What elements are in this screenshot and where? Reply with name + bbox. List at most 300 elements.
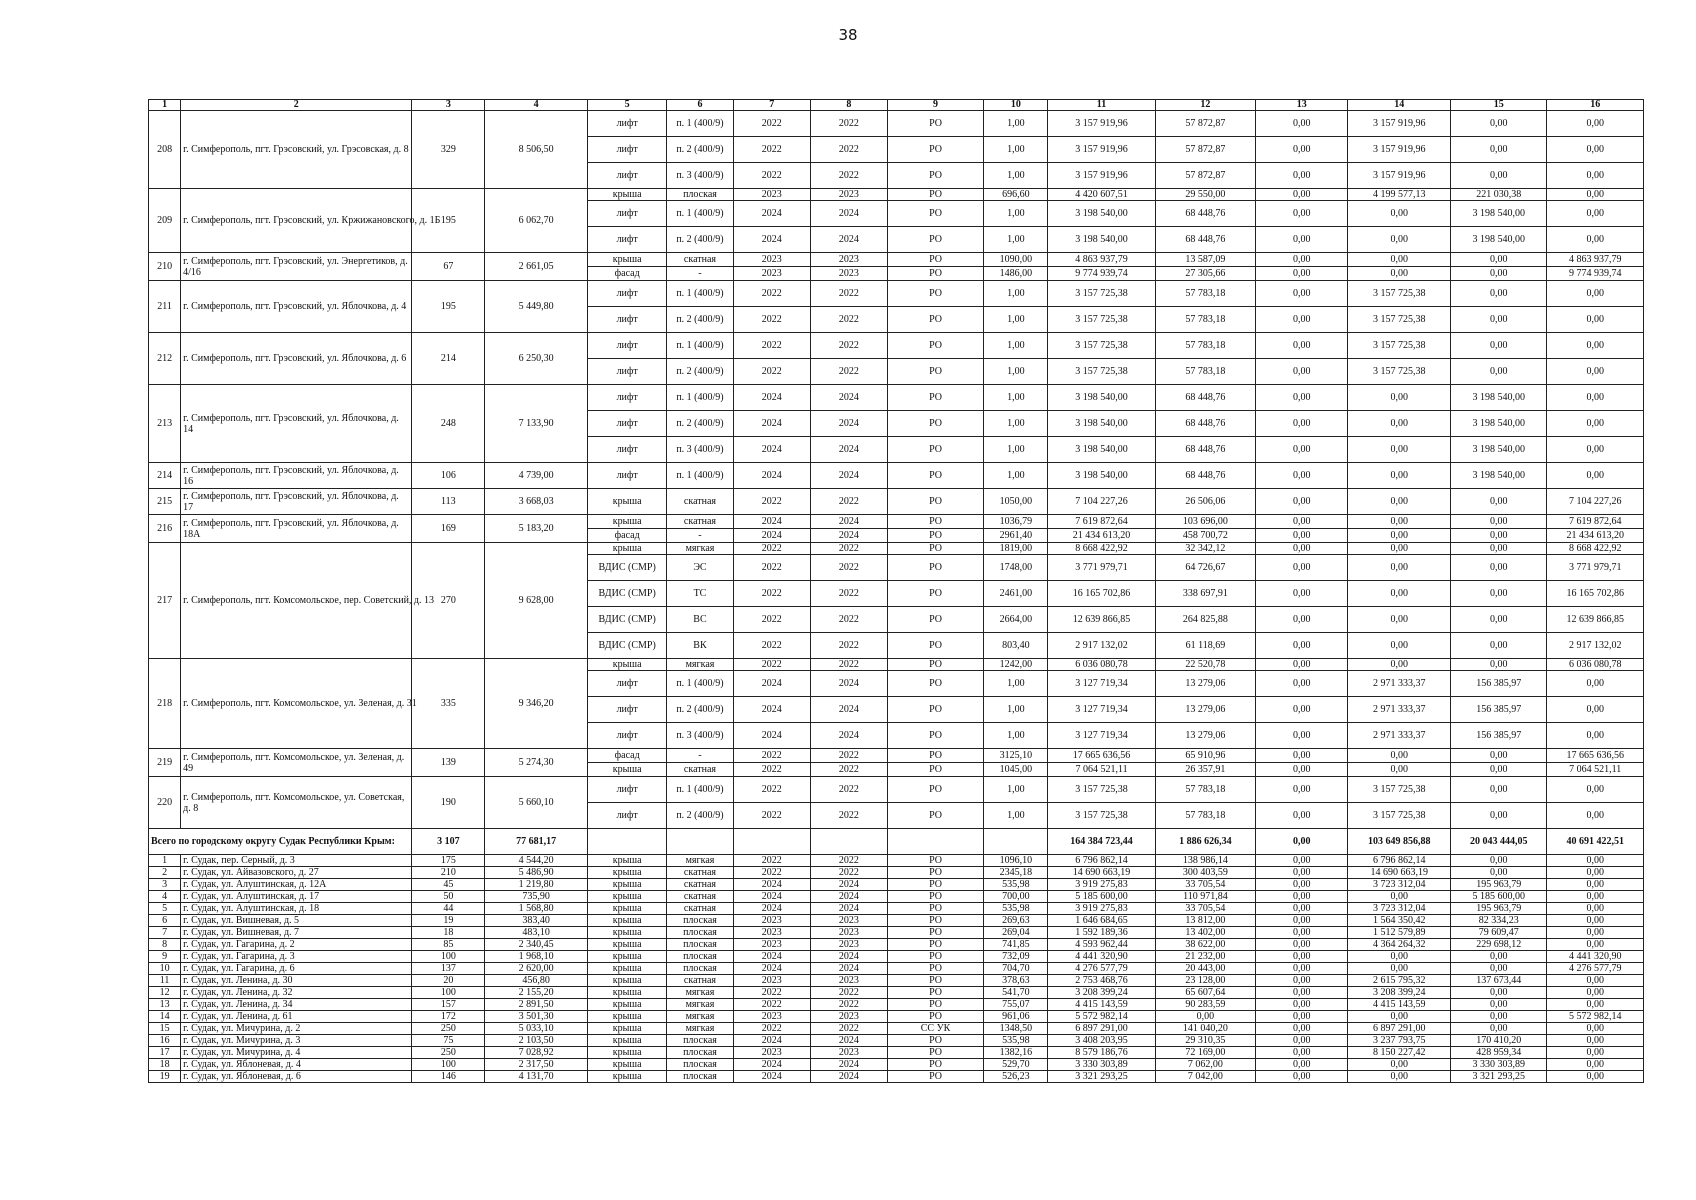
table-cell: п. 1 (400/9) bbox=[667, 281, 733, 307]
table-cell: 2024 bbox=[810, 891, 887, 903]
table-cell: 0,00 bbox=[1451, 749, 1547, 763]
table-cell: 2461,00 bbox=[984, 581, 1048, 607]
table-cell: 0,00 bbox=[1256, 939, 1348, 951]
table-cell: 0,00 bbox=[1547, 1047, 1644, 1059]
table-cell: п. 1 (400/9) bbox=[667, 385, 733, 411]
table-cell: 6 897 291,00 bbox=[1048, 1023, 1155, 1035]
table-cell: 0,00 bbox=[1451, 963, 1547, 975]
table-cell: 9 774 939,74 bbox=[1048, 267, 1155, 281]
table-cell: 0,00 bbox=[1256, 1071, 1348, 1083]
table-cell: 208 bbox=[149, 111, 181, 189]
table-cell: 12 639 866,85 bbox=[1048, 607, 1155, 633]
table-cell: 0,00 bbox=[1256, 333, 1348, 359]
table-cell: 11 bbox=[149, 975, 181, 987]
table-cell: 2 bbox=[149, 867, 181, 879]
empty-cell bbox=[887, 829, 983, 855]
table-cell: 0,00 bbox=[1451, 111, 1547, 137]
table-cell: 220 bbox=[149, 777, 181, 829]
table-cell: 7 042,00 bbox=[1155, 1071, 1256, 1083]
table-cell: крыша bbox=[588, 999, 667, 1011]
table-cell: 18 bbox=[149, 1059, 181, 1071]
table-cell: п. 2 (400/9) bbox=[667, 411, 733, 437]
table-cell: крыша bbox=[588, 987, 667, 999]
table-cell: г. Судак, ул. Мичурина, д. 2 bbox=[181, 1023, 412, 1035]
table-cell: 3 198 540,00 bbox=[1048, 463, 1155, 489]
table-cell: 137 bbox=[412, 963, 485, 975]
table-cell: крыша bbox=[588, 659, 667, 671]
table-cell: 383,40 bbox=[485, 915, 588, 927]
table-row bbox=[149, 999, 1644, 1011]
table-row bbox=[149, 891, 1644, 903]
table-cell: 0,00 bbox=[1348, 963, 1451, 975]
table-cell: 146 bbox=[412, 1071, 485, 1083]
table-cell: РО bbox=[887, 253, 983, 267]
table-cell: 0,00 bbox=[1256, 515, 1348, 529]
table-cell: 29 310,35 bbox=[1155, 1035, 1256, 1047]
table-cell: РО bbox=[887, 267, 983, 281]
table-cell: 2 917 132,02 bbox=[1547, 633, 1644, 659]
table-cell: 0,00 bbox=[1256, 975, 1348, 987]
table-cell: РО bbox=[887, 633, 983, 659]
table-cell: 7 062,00 bbox=[1155, 1059, 1256, 1071]
table-cell: 0,00 bbox=[1451, 137, 1547, 163]
table-cell: 2024 bbox=[810, 723, 887, 749]
table-cell: 57 783,18 bbox=[1155, 803, 1256, 829]
table-cell: 3 198 540,00 bbox=[1451, 437, 1547, 463]
table-cell: 961,06 bbox=[984, 1011, 1048, 1023]
table-cell: 2022 bbox=[733, 803, 810, 829]
table-cell: 2022 bbox=[733, 607, 810, 633]
table-row bbox=[149, 489, 1644, 515]
table-cell: 3 157 919,96 bbox=[1048, 137, 1155, 163]
table-cell: 4 276 577,79 bbox=[1547, 963, 1644, 975]
table-cell: 16 bbox=[149, 1035, 181, 1047]
table-cell: 2024 bbox=[810, 515, 887, 529]
table-cell: 15 bbox=[1451, 100, 1547, 111]
table-cell: 0,00 bbox=[1348, 437, 1451, 463]
table-cell: ЭС bbox=[667, 555, 733, 581]
table-cell: 68 448,76 bbox=[1155, 201, 1256, 227]
table-row bbox=[149, 189, 1644, 201]
table-cell: 6 796 862,14 bbox=[1048, 855, 1155, 867]
table-cell: 1,00 bbox=[984, 385, 1048, 411]
table-cell: плоская bbox=[667, 189, 733, 201]
table-cell: 13 bbox=[1256, 100, 1348, 111]
table-cell: 7 bbox=[733, 100, 810, 111]
table-cell: 3 157 919,96 bbox=[1348, 163, 1451, 189]
table-cell: 0,00 bbox=[1348, 411, 1451, 437]
table-cell: РО bbox=[887, 659, 983, 671]
table-cell: 1486,00 bbox=[984, 267, 1048, 281]
table-cell: п. 3 (400/9) bbox=[667, 723, 733, 749]
table-cell: 6 897 291,00 bbox=[1348, 1023, 1451, 1035]
table-cell: 0,00 bbox=[1547, 411, 1644, 437]
table-cell: 1,00 bbox=[984, 137, 1048, 163]
table-cell: РО bbox=[887, 307, 983, 333]
table-cell: 2 661,05 bbox=[485, 253, 588, 281]
table-cell: 0,00 bbox=[1547, 855, 1644, 867]
table-cell: лифт bbox=[588, 723, 667, 749]
table-cell: 0,00 bbox=[1256, 777, 1348, 803]
table-cell: г. Симферополь, пгт. Комсомольское, ул. Зеленая, д. 31 bbox=[181, 659, 412, 749]
table-cell: 1 bbox=[149, 855, 181, 867]
table-cell: 0,00 bbox=[1451, 1011, 1547, 1023]
table-cell: - bbox=[667, 529, 733, 543]
table-cell: 8 668 422,92 bbox=[1547, 543, 1644, 555]
table-cell: 2024 bbox=[733, 227, 810, 253]
table-cell: 0,00 bbox=[1451, 581, 1547, 607]
table-cell: 0,00 bbox=[1348, 763, 1451, 777]
table-cell: крыша bbox=[588, 1011, 667, 1023]
table-cell: 3 408 203,95 bbox=[1048, 1035, 1155, 1047]
table-cell: 7 064 521,11 bbox=[1547, 763, 1644, 777]
table-cell: 2023 bbox=[810, 975, 887, 987]
table-cell: 0,00 bbox=[1547, 437, 1644, 463]
table-cell: крыша bbox=[588, 253, 667, 267]
table-cell: 2024 bbox=[810, 951, 887, 963]
table-cell: 3 198 540,00 bbox=[1451, 201, 1547, 227]
table-cell: 0,00 bbox=[1547, 723, 1644, 749]
table-cell: 10 bbox=[984, 100, 1048, 111]
table-cell: 0,00 bbox=[1451, 999, 1547, 1011]
table-cell: 0,00 bbox=[1348, 227, 1451, 253]
table-row bbox=[149, 915, 1644, 927]
table-cell: 3 771 979,71 bbox=[1048, 555, 1155, 581]
table-cell: фасад bbox=[588, 749, 667, 763]
table-cell: г. Судак, ул. Гагарина, д. 2 bbox=[181, 939, 412, 951]
table-cell: 1,00 bbox=[984, 227, 1048, 253]
table-cell: г. Симферополь, пгт. Грэсовский, ул. Кржижановского, д. 1Б bbox=[181, 189, 412, 253]
table-cell: 2022 bbox=[810, 163, 887, 189]
table-cell: 2 340,45 bbox=[485, 939, 588, 951]
table-row bbox=[149, 777, 1644, 803]
table-cell: 2961,40 bbox=[984, 529, 1048, 543]
table-cell: 4 415 143,59 bbox=[1348, 999, 1451, 1011]
table-cell: 269,63 bbox=[984, 915, 1048, 927]
table-cell: 4 420 607,51 bbox=[1048, 189, 1155, 201]
table-cell: РО bbox=[887, 879, 983, 891]
table-row bbox=[149, 939, 1644, 951]
table-cell: 68 448,76 bbox=[1155, 411, 1256, 437]
table-cell: 1 592 189,36 bbox=[1048, 927, 1155, 939]
table-cell: 2023 bbox=[733, 253, 810, 267]
table-cell: 57 783,18 bbox=[1155, 307, 1256, 333]
table-cell: крыша bbox=[588, 515, 667, 529]
table-cell: 2022 bbox=[733, 855, 810, 867]
table-cell: 0,00 bbox=[1451, 253, 1547, 267]
table-cell: 2022 bbox=[733, 111, 810, 137]
table-cell: ВДИС (СМР) bbox=[588, 555, 667, 581]
table-cell: РО bbox=[887, 555, 983, 581]
empty-cell bbox=[667, 829, 733, 855]
table-cell: РО bbox=[887, 227, 983, 253]
table-cell: 1 886 626,34 bbox=[1155, 829, 1256, 855]
table-cell: РО bbox=[887, 411, 983, 437]
table-cell: 19 bbox=[412, 915, 485, 927]
table-cell: 57 872,87 bbox=[1155, 163, 1256, 189]
table-cell: 456,80 bbox=[485, 975, 588, 987]
table-cell: 529,70 bbox=[984, 1059, 1048, 1071]
table-cell: лифт bbox=[588, 111, 667, 137]
table-cell: крыша bbox=[588, 489, 667, 515]
table-cell: 156 385,97 bbox=[1451, 723, 1547, 749]
table-cell: лифт bbox=[588, 385, 667, 411]
table-cell: РО bbox=[887, 975, 983, 987]
table-cell: 1 219,80 bbox=[485, 879, 588, 891]
table-cell: 156 385,97 bbox=[1451, 671, 1547, 697]
table-cell: 113 bbox=[412, 489, 485, 515]
table-cell: 57 872,87 bbox=[1155, 111, 1256, 137]
table-cell: 45 bbox=[412, 879, 485, 891]
table-cell: крыша bbox=[588, 1071, 667, 1083]
table-cell: РО bbox=[887, 201, 983, 227]
table-cell: г. Симферополь, пгт. Грэсовский, ул. Яблочкова, д. 17 bbox=[181, 489, 412, 515]
table-cell: 3 198 540,00 bbox=[1451, 463, 1547, 489]
table-cell: 3 501,30 bbox=[485, 1011, 588, 1023]
table-cell: крыша bbox=[588, 1047, 667, 1059]
table-cell: 3 723 312,04 bbox=[1348, 879, 1451, 891]
table-cell: 1348,50 bbox=[984, 1023, 1048, 1035]
table-cell: 214 bbox=[412, 333, 485, 385]
table-cell: 0,00 bbox=[1547, 803, 1644, 829]
table-cell: 0,00 bbox=[1256, 607, 1348, 633]
table-cell: 0,00 bbox=[1547, 697, 1644, 723]
table-cell: г. Симферополь, пгт. Комсомольское, ул. Советская, д. 8 bbox=[181, 777, 412, 829]
table-cell: 0,00 bbox=[1451, 633, 1547, 659]
table-cell: 0,00 bbox=[1547, 189, 1644, 201]
table-cell: лифт bbox=[588, 281, 667, 307]
table-cell: 18 bbox=[412, 927, 485, 939]
table-cell: 221 030,38 bbox=[1451, 189, 1547, 201]
table-cell: 19 bbox=[149, 1071, 181, 1083]
table-cell: 3 919 275,83 bbox=[1048, 903, 1155, 915]
table-cell: 0,00 bbox=[1547, 385, 1644, 411]
table-row bbox=[149, 927, 1644, 939]
table-cell: 0,00 bbox=[1348, 543, 1451, 555]
table-cell: 2 891,50 bbox=[485, 999, 588, 1011]
table-cell: 2024 bbox=[810, 879, 887, 891]
table-cell: 1,00 bbox=[984, 359, 1048, 385]
table-cell: РО bbox=[887, 963, 983, 975]
table-cell: ВС bbox=[667, 607, 733, 633]
table-cell: 75 bbox=[412, 1035, 485, 1047]
table-cell: 2 bbox=[181, 100, 412, 111]
table-cell: п. 1 (400/9) bbox=[667, 201, 733, 227]
table-cell: 5 033,10 bbox=[485, 1023, 588, 1035]
table-cell: 50 bbox=[412, 891, 485, 903]
table-cell: 2022 bbox=[810, 555, 887, 581]
table-cell: 0,00 bbox=[1547, 927, 1644, 939]
table-cell: РО bbox=[887, 891, 983, 903]
table-row bbox=[149, 1047, 1644, 1059]
table-cell: 190 bbox=[412, 777, 485, 829]
table-cell: п. 1 (400/9) bbox=[667, 777, 733, 803]
table-cell: 0,00 bbox=[1256, 999, 1348, 1011]
table-cell: 2 753 468,76 bbox=[1048, 975, 1155, 987]
table-cell: 1036,79 bbox=[984, 515, 1048, 529]
table-cell: лифт bbox=[588, 359, 667, 385]
empty-cell bbox=[810, 829, 887, 855]
table-cell: 0,00 bbox=[1256, 963, 1348, 975]
table-cell: 704,70 bbox=[984, 963, 1048, 975]
table-cell: 0,00 bbox=[1256, 855, 1348, 867]
table-cell: 3 668,03 bbox=[485, 489, 588, 515]
table-cell: 1 568,80 bbox=[485, 903, 588, 915]
table-cell: 5 185 600,00 bbox=[1048, 891, 1155, 903]
table-cell: 33 705,54 bbox=[1155, 879, 1256, 891]
table-cell: 0,00 bbox=[1451, 333, 1547, 359]
table-cell: 1 564 350,42 bbox=[1348, 915, 1451, 927]
table-cell: 13 279,06 bbox=[1155, 697, 1256, 723]
table-cell: 3 321 293,25 bbox=[1451, 1071, 1547, 1083]
table-cell: 68 448,76 bbox=[1155, 385, 1256, 411]
table-cell: 3 157 725,38 bbox=[1348, 359, 1451, 385]
table-cell: 541,70 bbox=[984, 987, 1048, 999]
table-cell: 1,00 bbox=[984, 803, 1048, 829]
table-cell: 3 157 919,96 bbox=[1348, 111, 1451, 137]
table-cell: 0,00 bbox=[1256, 891, 1348, 903]
table-cell: 2022 bbox=[733, 777, 810, 803]
table-cell: 0,00 bbox=[1256, 763, 1348, 777]
table-cell: 2024 bbox=[810, 227, 887, 253]
table-cell: 0,00 bbox=[1256, 189, 1348, 201]
table-cell: г. Судак, ул. Вишневая, д. 7 bbox=[181, 927, 412, 939]
table-cell: 0,00 bbox=[1348, 1059, 1451, 1071]
table-cell: 0,00 bbox=[1451, 777, 1547, 803]
table-cell: крыша bbox=[588, 903, 667, 915]
table-cell: 0,00 bbox=[1547, 939, 1644, 951]
table-cell: 458 700,72 bbox=[1155, 529, 1256, 543]
table-cell: 1,00 bbox=[984, 777, 1048, 803]
table-cell: 2022 bbox=[810, 999, 887, 1011]
table-cell: крыша bbox=[588, 189, 667, 201]
table-cell: 218 bbox=[149, 659, 181, 749]
table-cell: мягкая bbox=[667, 659, 733, 671]
table-cell: 6 250,30 bbox=[485, 333, 588, 385]
table-cell: 7 619 872,64 bbox=[1048, 515, 1155, 529]
table-cell: 212 bbox=[149, 333, 181, 385]
table-cell: 1,00 bbox=[984, 723, 1048, 749]
table-cell: 23 128,00 bbox=[1155, 975, 1256, 987]
table-cell: 21 434 613,20 bbox=[1048, 529, 1155, 543]
table-cell: 0,00 bbox=[1451, 529, 1547, 543]
table-cell: 0,00 bbox=[1547, 999, 1644, 1011]
table-cell: 3 237 793,75 bbox=[1348, 1035, 1451, 1047]
table-cell: 2024 bbox=[810, 411, 887, 437]
table-cell: 38 622,00 bbox=[1155, 939, 1256, 951]
table-cell: 3 157 919,96 bbox=[1048, 111, 1155, 137]
table-cell: плоская bbox=[667, 915, 733, 927]
table-cell: Всего по городскому округу Судак Республики Крым: bbox=[149, 829, 412, 855]
table-cell: 17 bbox=[149, 1047, 181, 1059]
table-cell: г. Судак, ул. Алуштинская, д. 18 bbox=[181, 903, 412, 915]
table-cell: 2022 bbox=[733, 987, 810, 999]
table-cell: 4 415 143,59 bbox=[1048, 999, 1155, 1011]
table-row bbox=[149, 111, 1644, 137]
table-cell: 2022 bbox=[733, 543, 810, 555]
table-cell: 5 274,30 bbox=[485, 749, 588, 777]
table-cell: 106 bbox=[412, 463, 485, 489]
table-cell: 264 825,88 bbox=[1155, 607, 1256, 633]
table-cell: 5 bbox=[588, 100, 667, 111]
table-cell: 2023 bbox=[810, 1047, 887, 1059]
table-cell: 14 bbox=[149, 1011, 181, 1023]
table-cell: 3 198 540,00 bbox=[1451, 227, 1547, 253]
table-cell: 535,98 bbox=[984, 903, 1048, 915]
table-cell: 0,00 bbox=[1256, 697, 1348, 723]
table-cell: РО bbox=[887, 1059, 983, 1071]
table-cell: 1748,00 bbox=[984, 555, 1048, 581]
table-cell: 2023 bbox=[810, 1011, 887, 1023]
table-cell: 2024 bbox=[733, 1035, 810, 1047]
table-cell: плоская bbox=[667, 1059, 733, 1071]
table-cell: 172 bbox=[412, 1011, 485, 1023]
table-cell: 2023 bbox=[810, 267, 887, 281]
table-cell: 20 043 444,05 bbox=[1451, 829, 1547, 855]
table-cell: лифт bbox=[588, 411, 667, 437]
table-cell: 13 402,00 bbox=[1155, 927, 1256, 939]
table-cell: 1,00 bbox=[984, 671, 1048, 697]
table-cell: 5 572 982,14 bbox=[1048, 1011, 1155, 1023]
table-cell: 4 276 577,79 bbox=[1048, 963, 1155, 975]
table-cell: ВДИС (СМР) bbox=[588, 633, 667, 659]
table-cell: РО bbox=[887, 437, 983, 463]
table-cell: ВДИС (СМР) bbox=[588, 607, 667, 633]
table-cell: 0,00 bbox=[1256, 555, 1348, 581]
table-cell: РО bbox=[887, 515, 983, 529]
table-cell: 3 bbox=[149, 879, 181, 891]
table-cell: г. Симферополь, пгт. Комсомольское, пер. Советский, д. 13 bbox=[181, 543, 412, 659]
table-cell: 2024 bbox=[733, 515, 810, 529]
table-cell: г. Судак, ул. Яблоневая, д. 4 bbox=[181, 1059, 412, 1071]
table-cell: 6 062,70 bbox=[485, 189, 588, 253]
table-cell: СС УК bbox=[887, 1023, 983, 1035]
table-cell: 2022 bbox=[810, 763, 887, 777]
table-cell: 2022 bbox=[733, 763, 810, 777]
table-cell: 2 971 333,37 bbox=[1348, 671, 1451, 697]
table-cell: 3 198 540,00 bbox=[1048, 411, 1155, 437]
table-row bbox=[149, 253, 1644, 267]
table-cell: 0,00 bbox=[1451, 607, 1547, 633]
table-cell: 85 bbox=[412, 939, 485, 951]
table-cell: 0,00 bbox=[1256, 163, 1348, 189]
table-cell: 2 620,00 bbox=[485, 963, 588, 975]
table-row bbox=[149, 543, 1644, 555]
table-cell: 2023 bbox=[733, 267, 810, 281]
table-cell: 8 506,50 bbox=[485, 111, 588, 189]
table-cell: лифт bbox=[588, 201, 667, 227]
table-cell: 14 690 663,19 bbox=[1048, 867, 1155, 879]
table-cell: г. Судак, ул. Яблоневая, д. 6 bbox=[181, 1071, 412, 1083]
table-cell: 3 157 725,38 bbox=[1048, 281, 1155, 307]
page-number: 38 bbox=[838, 26, 858, 44]
table-cell: 82 334,23 bbox=[1451, 915, 1547, 927]
table-cell: 33 705,54 bbox=[1155, 903, 1256, 915]
table-cell: 61 118,69 bbox=[1155, 633, 1256, 659]
table-cell: 0,00 bbox=[1451, 855, 1547, 867]
table-cell: 0,00 bbox=[1348, 749, 1451, 763]
table-cell: 16 165 702,86 bbox=[1547, 581, 1644, 607]
table-cell: лифт bbox=[588, 307, 667, 333]
table-cell: 13 587,09 bbox=[1155, 253, 1256, 267]
table-cell: РО bbox=[887, 951, 983, 963]
table-cell: 0,00 bbox=[1348, 515, 1451, 529]
table-cell: 0,00 bbox=[1348, 1011, 1451, 1023]
table-cell: 483,10 bbox=[485, 927, 588, 939]
table-cell: 2024 bbox=[733, 201, 810, 227]
table-cell: 1050,00 bbox=[984, 489, 1048, 515]
table-cell: РО bbox=[887, 867, 983, 879]
